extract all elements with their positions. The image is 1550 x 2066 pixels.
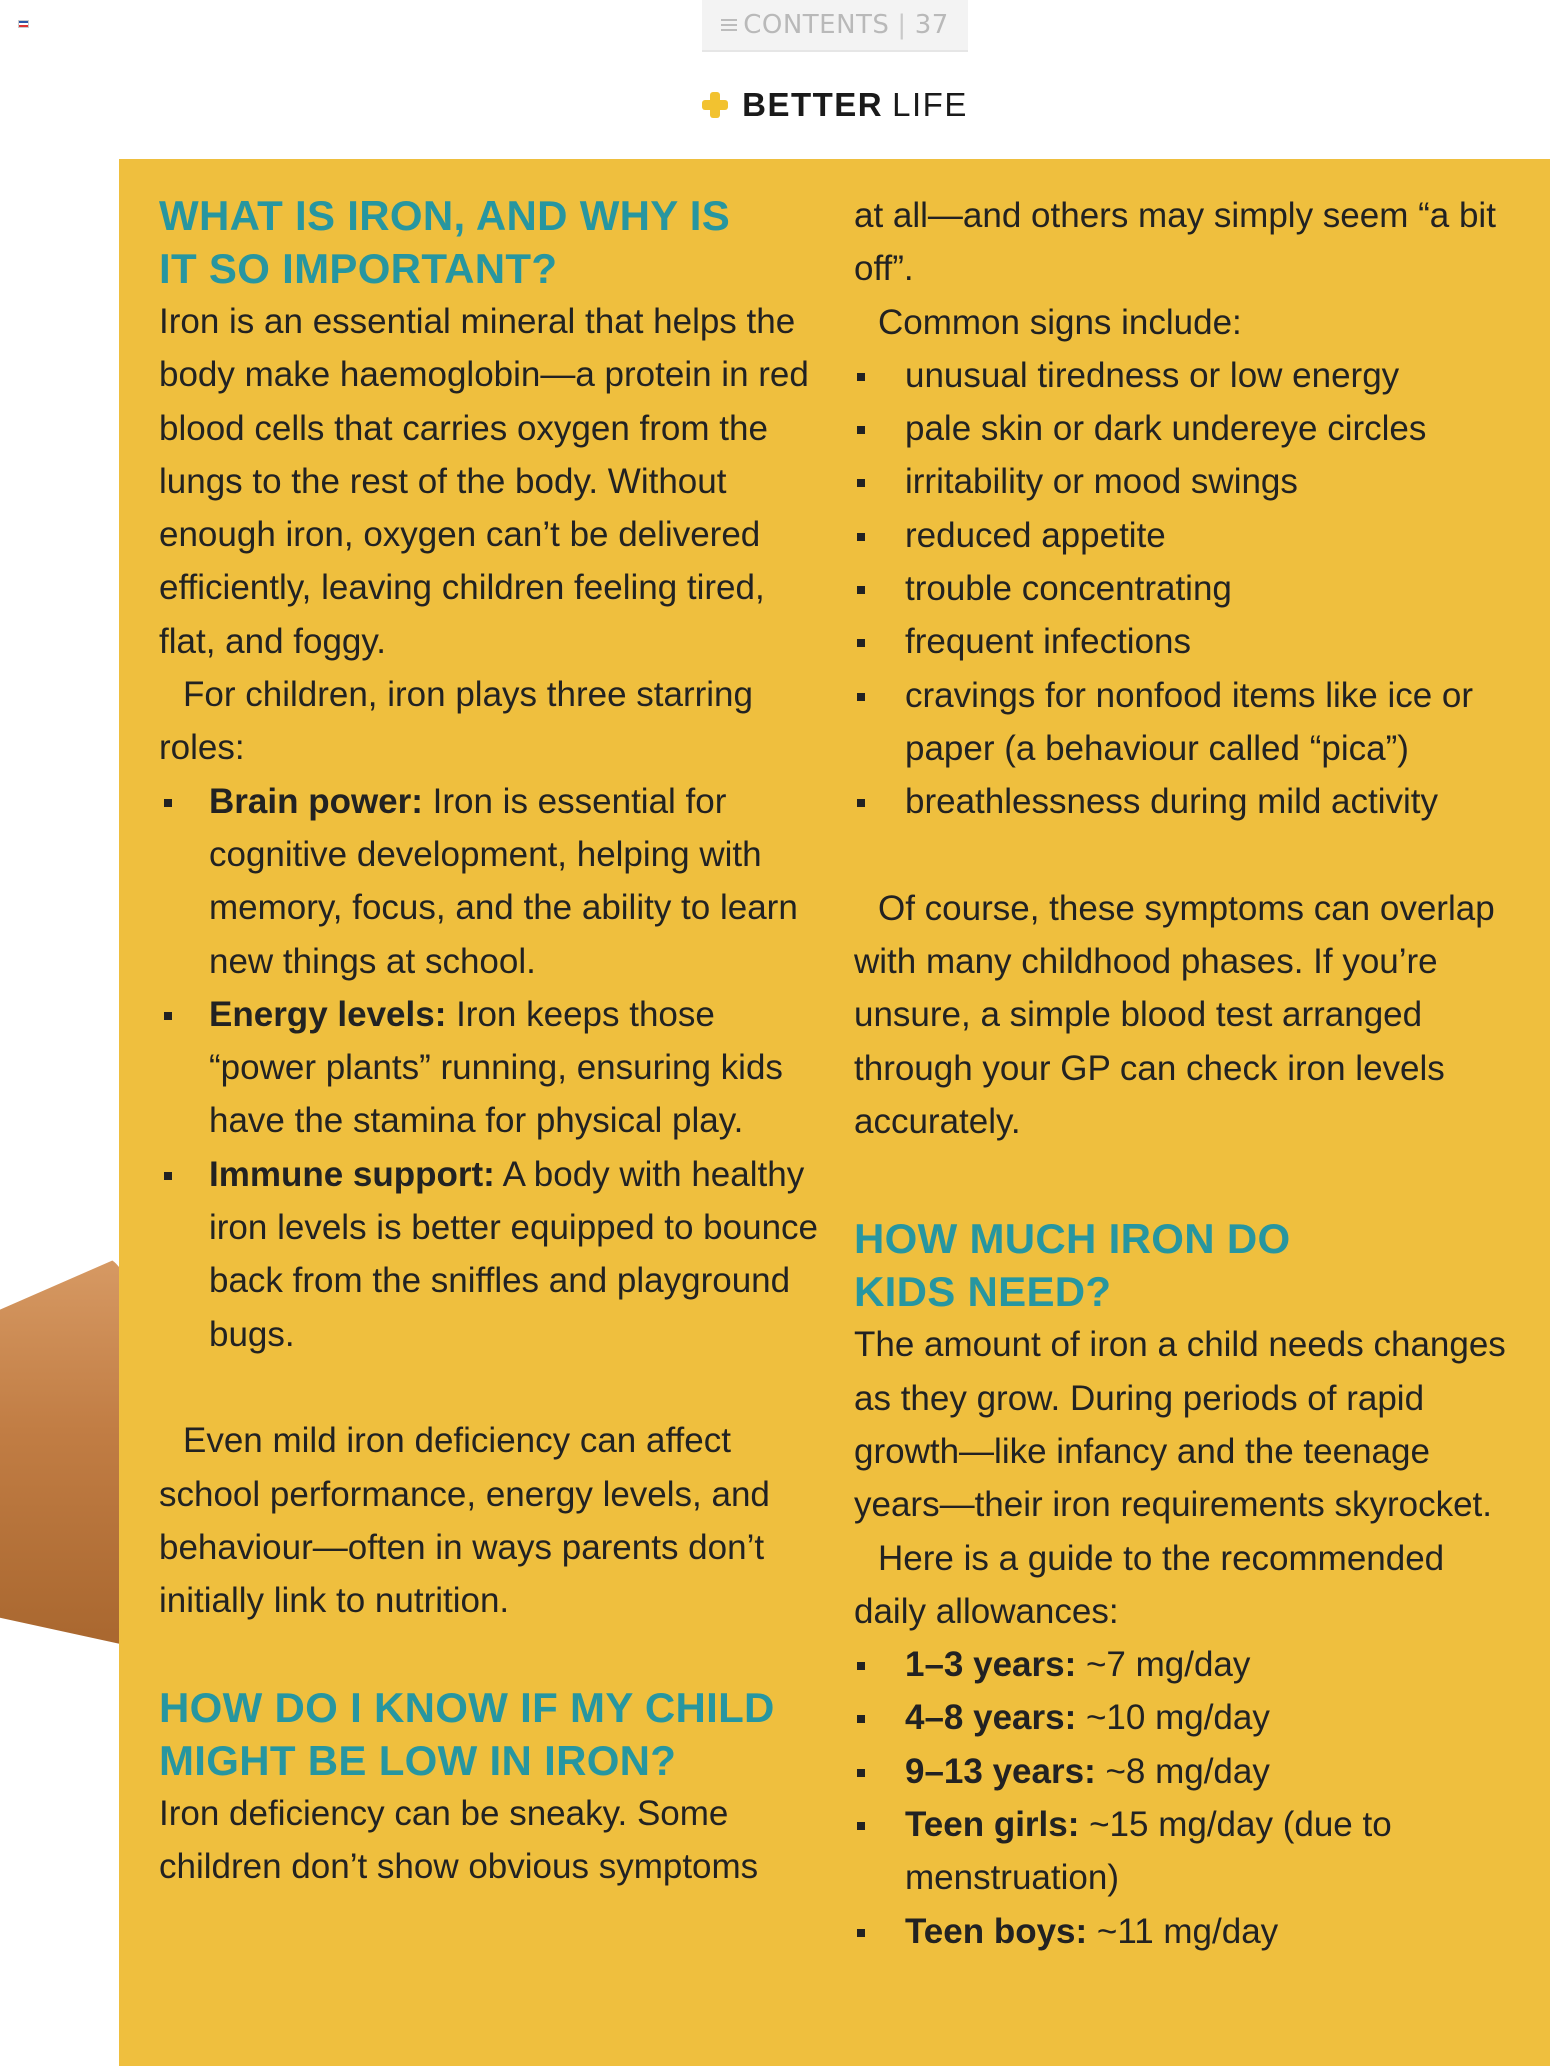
section-heading-low-iron — [159, 1681, 819, 1787]
continuation-paragraph: at all—and others may simply seem “a bit off”. — [854, 196, 1496, 289]
note-paragraph: Of course, these symptoms can overlap with many childhood phases. If you’re unsure, a simple blood test arranged through your GP can check iron levels accurately. — [854, 888, 1495, 1142]
signs-intro: Common signs include: — [878, 302, 1242, 342]
roles-list — [159, 775, 819, 1361]
article-panel — [119, 159, 1550, 2066]
allowance-value: ~7 mg/day — [1076, 1645, 1251, 1685]
list-item: breathlessness during mild activity — [854, 775, 1524, 828]
iron-needs-intro: The amount of iron a child needs changes as they grow. During periods of rapid growth—like infancy and the teenage years—their iron requirements skyrocket. — [854, 1325, 1506, 1525]
brand-header — [0, 86, 1550, 124]
list-item — [854, 1638, 1524, 1691]
age-group: Teen boys: — [905, 1911, 1088, 1951]
intro-paragraph: Iron is an essential mineral that helps the body make haemoglobin—a protein in red blood cells that carries oxygen from the lungs to the rest of the body. Without enough iron, oxygen can’t be delivered efficiently, leaving children feeling tired, flat, and foggy. — [159, 302, 809, 661]
section-heading-what-is-iron — [159, 189, 819, 295]
allowances-list — [854, 1638, 1524, 1958]
list-item: unusual tiredness or low energy — [854, 349, 1524, 402]
arm-photo — [0, 1255, 125, 1645]
list-item: cravings for nonfood items like ice or paper (a behaviour called “pica”) — [854, 669, 1524, 776]
low-iron-intro: Iron deficiency can be sneaky. Some children don’t show obvious symptoms — [159, 1793, 759, 1887]
spacer — [159, 1627, 819, 1680]
tab-separator: | — [897, 10, 907, 40]
plus-icon — [702, 92, 728, 118]
brand-light: LIFE — [892, 86, 968, 123]
role-text: Iron is essential for cognitive development, helping with memory, focus, and the ability to learn new things at school. — [209, 781, 798, 981]
section-heading-how-much-iron — [854, 1212, 1524, 1318]
allowance-value: ~10 mg/day — [1076, 1698, 1270, 1738]
contents-label: CONTENTS — [743, 10, 890, 40]
left-column — [159, 189, 819, 1893]
spacer — [854, 829, 1524, 882]
age-group: 4–8 years: — [905, 1698, 1077, 1738]
allowance-value: ~11 mg/day — [1087, 1911, 1279, 1951]
list-item: frequent infections — [854, 615, 1524, 668]
heading-line: IT SO IMPORTANT? — [159, 245, 558, 292]
contents-tab[interactable] — [702, 0, 968, 52]
flag-icon[interactable] — [19, 21, 28, 27]
allowance-value: ~8 mg/day — [1095, 1751, 1270, 1791]
age-group: 9–13 years: — [905, 1751, 1096, 1791]
list-item — [159, 775, 819, 988]
list-item — [854, 1691, 1524, 1744]
role-text: Iron keeps those “power plants” running, ensuring kids have the stamina for physical play. — [209, 994, 783, 1141]
menu-icon — [721, 19, 737, 31]
list-item: irritability or mood swings — [854, 455, 1524, 508]
list-item — [854, 1745, 1524, 1798]
heading-line: HOW MUCH IRON DO — [854, 1215, 1291, 1263]
heading-line: MIGHT BE LOW IN IRON? — [159, 1736, 677, 1784]
heading-line: HOW DO I KNOW IF MY CHILD — [159, 1683, 775, 1731]
age-group: Teen girls: — [905, 1805, 1080, 1845]
roles-intro: For children, iron plays three starring roles: — [159, 675, 753, 768]
list-item — [159, 988, 819, 1148]
heading-line: WHAT IS IRON, AND WHY IS — [159, 192, 731, 239]
role-term: Energy levels: — [209, 994, 447, 1034]
page-number: 37 — [914, 10, 949, 40]
guide-intro: Here is a guide to the recommended daily allowances: — [854, 1538, 1445, 1631]
brand-bold: BETTER — [742, 86, 884, 123]
list-item: trouble concentrating — [854, 562, 1524, 615]
role-term: Brain power: — [209, 781, 423, 821]
list-item: reduced appetite — [854, 509, 1524, 562]
role-text: A body with healthy iron levels is better equipped to bounce back from the sniffles and playground bugs. — [209, 1154, 819, 1354]
role-term: Immune support: — [209, 1154, 495, 1194]
list-item — [159, 1148, 819, 1361]
age-group: 1–3 years: — [905, 1645, 1077, 1685]
closing-paragraph: Even mild iron deficiency can affect school performance, energy levels, and behaviour—often in ways parents don’t initially link to nutrition. — [159, 1421, 770, 1621]
list-item — [854, 1798, 1524, 1905]
list-item — [854, 1905, 1524, 1958]
list-item: pale skin or dark undereye circles — [854, 402, 1524, 455]
spacer — [854, 1148, 1524, 1212]
right-column — [854, 189, 1524, 1958]
allowance-value: ~15 mg/day (due to menstruation) — [905, 1805, 1392, 1898]
signs-list — [854, 349, 1524, 829]
spacer — [159, 1361, 819, 1414]
heading-line: KIDS NEED? — [854, 1268, 1112, 1316]
